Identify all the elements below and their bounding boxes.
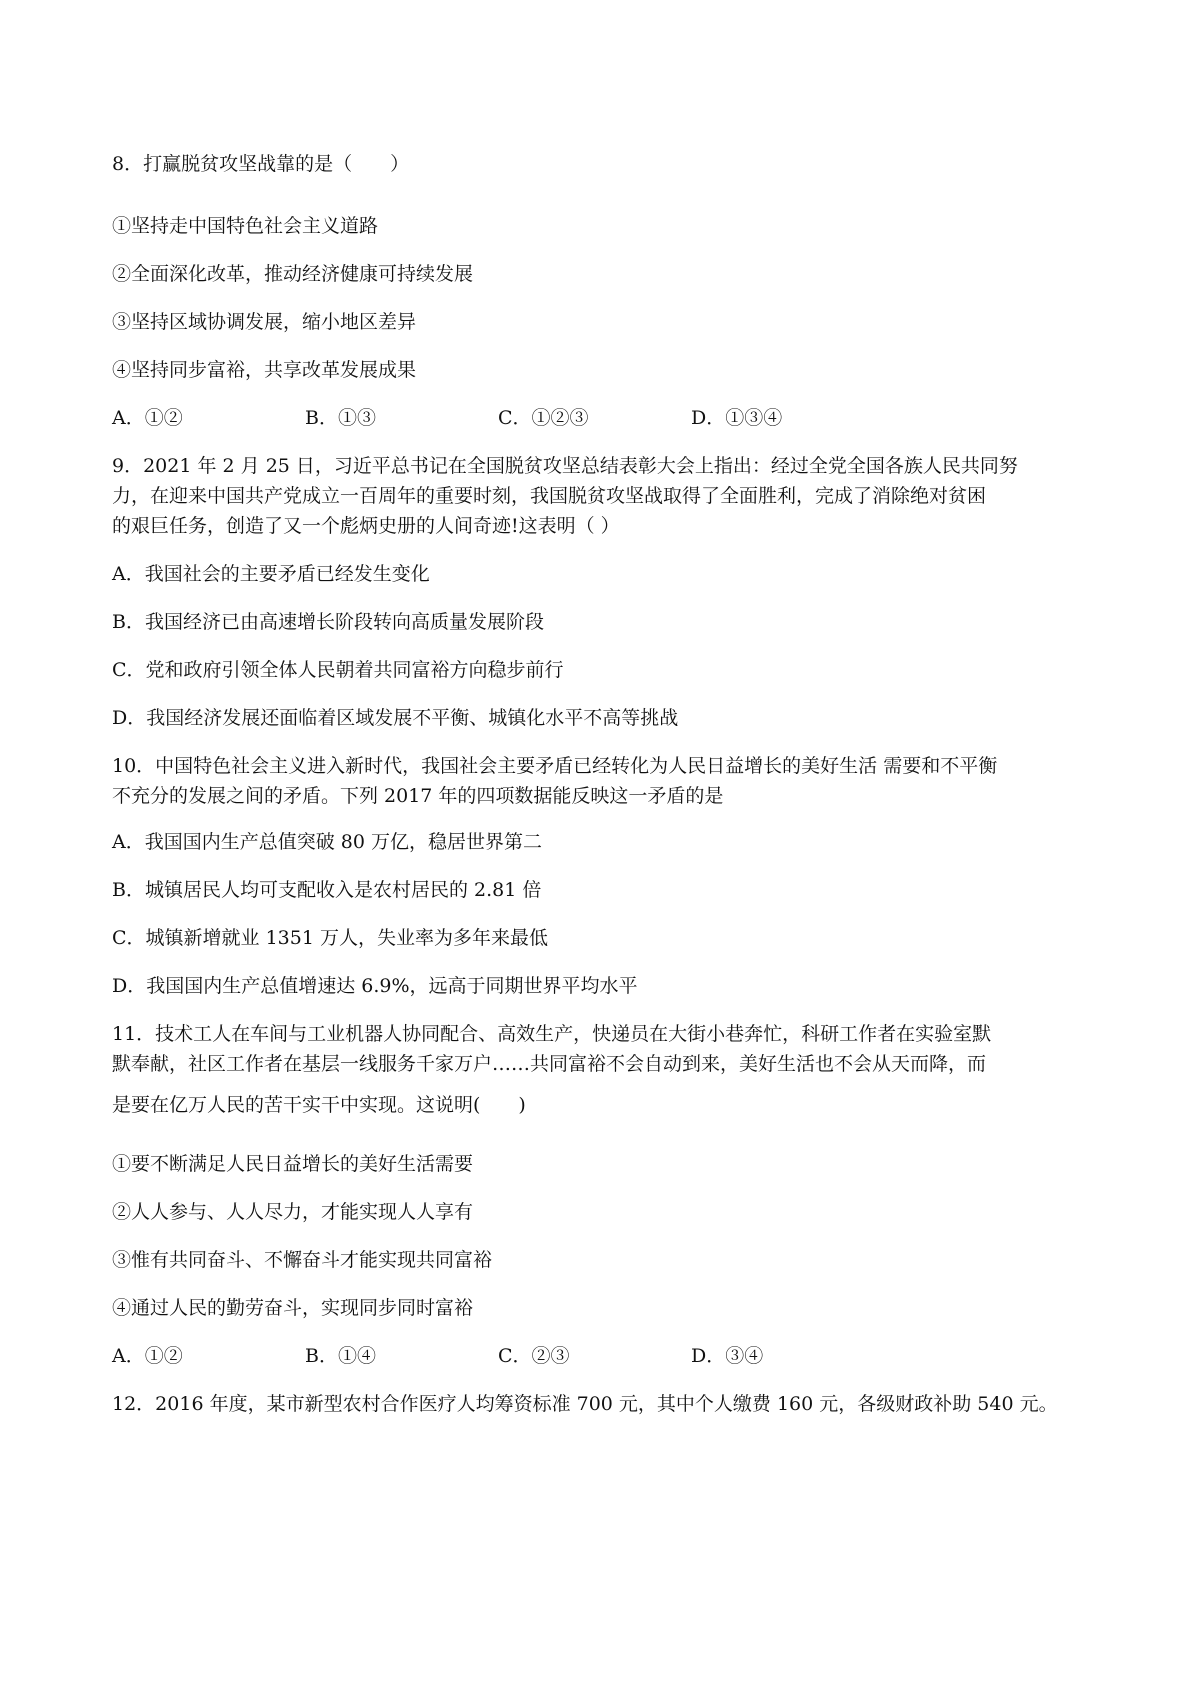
question-8-option-b[interactable]: B．①③ (305, 407, 376, 429)
question-8-option-a[interactable]: A．①② (112, 407, 183, 429)
question-11-stem-line-1: 11．技术工人在车间与工业机器人协同配合、高效生产，快递员在大街小巷奔忙，科研工作者在实验室默 (112, 1023, 992, 1045)
question-10-option-d[interactable]: D．我国国内生产总值增速达 6.9%，远高于同期世界平均水平 (112, 975, 638, 997)
question-10-option-b[interactable]: B．城镇居民人均可支配收入是农村居民的 2.81 倍 (112, 879, 542, 901)
question-11-option-d[interactable]: D．③④ (691, 1345, 764, 1367)
question-11-option-c[interactable]: C．②③ (498, 1345, 570, 1367)
question-8-option-c[interactable]: C．①②③ (498, 407, 589, 429)
question-8-item-1: ①坚持走中国特色社会主义道路 (112, 215, 379, 237)
question-11-item-4: ④通过人民的勤劳奋斗，实现同步同时富裕 (112, 1297, 474, 1319)
question-9-option-a[interactable]: A．我国社会的主要矛盾已经发生变化 (112, 563, 430, 585)
question-11-item-1: ①要不断满足人民日益增长的美好生活需要 (112, 1153, 474, 1175)
question-11-stem-line-2: 默奉献，社区工作者在基层一线服务千家万户……共同富裕不会自动到来，美好生活也不会从天而降，而 (112, 1053, 987, 1075)
question-11-item-2: ②人人参与、人人尽力，才能实现人人享有 (112, 1201, 474, 1223)
question-11-stem-line-3: 是要在亿万人民的苦干实干中实现。这说明( ) (112, 1094, 526, 1116)
question-10-stem-line-1: 10．中国特色社会主义进入新时代，我国社会主要矛盾已经转化为人民日益增长的美好生活 需要和不平衡 (112, 755, 998, 777)
question-8-item-4: ④坚持同步富裕，共享改革发展成果 (112, 359, 417, 381)
question-8-item-3: ③坚持区域协调发展，缩小地区差异 (112, 311, 417, 333)
question-11-option-a[interactable]: A．①② (112, 1345, 183, 1367)
question-12-stem: 12．2016 年度，某市新型农村合作医疗人均筹资标准 700 元，其中个人缴费 160 元，各级财政补助 540 元。 (112, 1393, 1058, 1415)
question-10-option-a[interactable]: A．我国国内生产总值突破 80 万亿，稳居世界第二 (112, 831, 542, 853)
question-9-option-b[interactable]: B．我国经济已由高速增长阶段转向高质量发展阶段 (112, 611, 544, 633)
question-9-option-d[interactable]: D．我国经济发展还面临着区域发展不平衡、城镇化水平不高等挑战 (112, 707, 679, 729)
question-10-stem-line-2: 不充分的发展之间的矛盾。下列 2017 年的四项数据能反映这一矛盾的是 (112, 785, 724, 807)
question-9-stem-line-1: 9．2021 年 2 月 25 日，习近平总书记在全国脱贫攻坚总结表彰大会上指出：经过全党全国各族人民共同努 (112, 455, 1018, 477)
question-8-option-d[interactable]: D．①③④ (691, 407, 783, 429)
question-9-stem-line-2: 力，在迎来中国共产党成立一百周年的重要时刻，我国脱贫攻坚战取得了全面胜利，完成了消除绝对贫困 (112, 485, 987, 507)
question-9-option-c[interactable]: C．党和政府引领全体人民朝着共同富裕方向稳步前行 (112, 659, 564, 681)
question-9-stem-line-3: 的艰巨任务，创造了又一个彪炳史册的人间奇迹!这表明（ ） (112, 515, 620, 537)
question-8-item-2: ②全面深化改革，推动经济健康可持续发展 (112, 263, 474, 285)
question-8-stem: 8．打赢脱贫攻坚战靠的是（ ） (112, 153, 410, 175)
question-11-item-3: ③惟有共同奋斗、不懈奋斗才能实现共同富裕 (112, 1249, 493, 1271)
question-10-option-c[interactable]: C．城镇新增就业 1351 万人，失业率为多年来最低 (112, 927, 548, 949)
question-11-option-b[interactable]: B．①④ (305, 1345, 376, 1367)
